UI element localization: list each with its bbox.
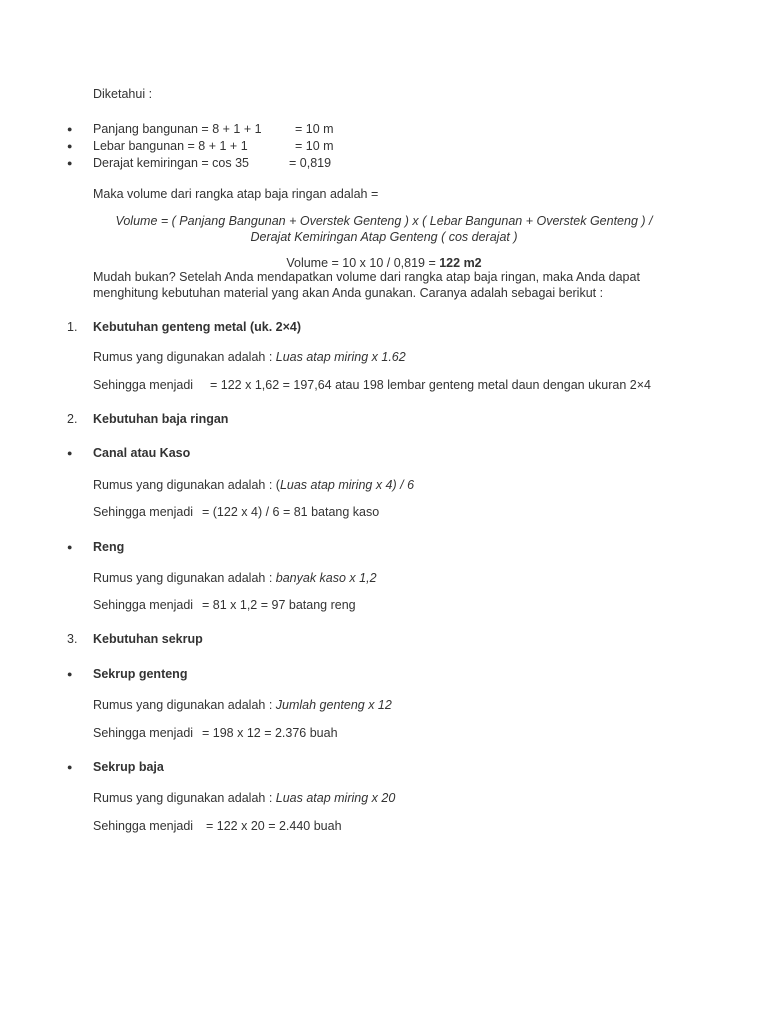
formula-prefix: Rumus yang digunakan adalah : ( [93,478,280,492]
formula-prefix: Rumus yang digunakan adalah : [93,698,276,712]
bullet-icon: ● [67,448,73,458]
result-kaso-label: Sehingga menjadi [93,505,194,519]
result-sekrup-baja-value: = 122 x 20 = 2.440 buah [206,819,342,833]
formula-value: banyak kaso x 1,2 [275,571,377,585]
result-reng-label: Sehingga menjadi [93,598,194,612]
formula-prefix: Rumus yang digunakan adalah : [93,571,276,585]
section-title-genteng-metal: Kebutuhan genteng metal (uk. 2×4) [93,320,302,334]
bullet-icon: ● [67,124,73,134]
subsection-title-kaso: Canal atau Kaso [93,446,191,460]
known-item-length: Panjang bangunan = 8 + 1 + 1 [93,122,262,136]
formula-value: Luas atap miring x 1.62 [275,350,406,364]
formula-value: Luas atap miring x 20 [275,791,396,805]
section-number-1: 1. [67,320,78,334]
subsection-title-sekrup-genteng: Sekrup genteng [93,667,188,681]
formula-prefix: Rumus yang digunakan adalah : [93,791,276,805]
volume-formula-line1: Volume = ( Panjang Bangunan + Overstek Genteng ) x ( Lebar Bangunan + Overstek Genteng ) / [115,214,653,228]
volume-calculation-result: 122 m2 [439,256,482,270]
bullet-icon: ● [67,141,73,151]
section-number-3: 3. [67,632,78,646]
result-kaso-value: = (122 x 4) / 6 = 81 batang kaso [202,505,380,519]
formula-genteng-metal [93,349,406,365]
subsection-title-sekrup-baja: Sekrup baja [93,760,164,774]
section-number-2: 2. [67,412,78,426]
formula-reng [93,570,377,586]
known-item-slope: Derajat kemiringan = cos 35 [93,156,249,170]
result-sekrup-genteng-label: Sehingga menjadi [93,726,194,740]
volume-intro: Maka volume dari rangka atap baja ringan adalah = [93,187,379,201]
subsection-title-reng: Reng [93,540,125,554]
section-title-sekrup: Kebutuhan sekrup [93,632,203,646]
paragraph-line1: Mudah bukan? Setelah Anda mendapatkan volume dari rangka atap baja ringan, maka Anda dapat [93,270,640,284]
formula-kaso [93,477,414,493]
section-title-baja-ringan: Kebutuhan baja ringan [93,412,229,426]
bullet-icon: ● [67,158,73,168]
volume-formula-line2: Derajat Kemiringan Atap Genteng ( cos derajat ) [250,230,518,244]
known-item-width-value: = 10 m [295,139,334,153]
bullet-icon: ● [67,669,73,679]
result-sekrup-genteng-value: = 198 x 12 = 2.376 buah [202,726,338,740]
bullet-icon: ● [67,762,73,772]
bullet-icon: ● [67,542,73,552]
result-genteng-metal-value: = 122 x 1,62 = 197,64 atau 198 lembar genteng metal daun dengan ukuran 2×4 [210,378,651,392]
formula-sekrup-genteng [93,697,392,713]
result-reng-value: = 81 x 1,2 = 97 batang reng [202,598,356,612]
result-sekrup-baja-label: Sehingga menjadi [93,819,194,833]
known-item-length-value: = 10 m [295,122,334,136]
volume-calculation-text: Volume = 10 x 10 / 0,819 = [286,256,440,270]
formula-sekrup-baja [93,790,395,806]
known-item-slope-value: = 0,819 [289,156,332,170]
formula-prefix: Rumus yang digunakan adalah : [93,350,276,364]
formula-value: Jumlah genteng x 12 [275,698,392,712]
paragraph-line2: menghitung kebutuhan material yang akan Anda gunakan. Caranya adalah sebagai berikut : [93,286,604,300]
known-item-width: Lebar bangunan = 8 + 1 + 1 [93,139,248,153]
intro-label: Diketahui : [93,87,153,101]
formula-value: Luas atap miring x 4) / 6 [279,478,415,492]
result-genteng-metal-label: Sehingga menjadi [93,378,194,392]
